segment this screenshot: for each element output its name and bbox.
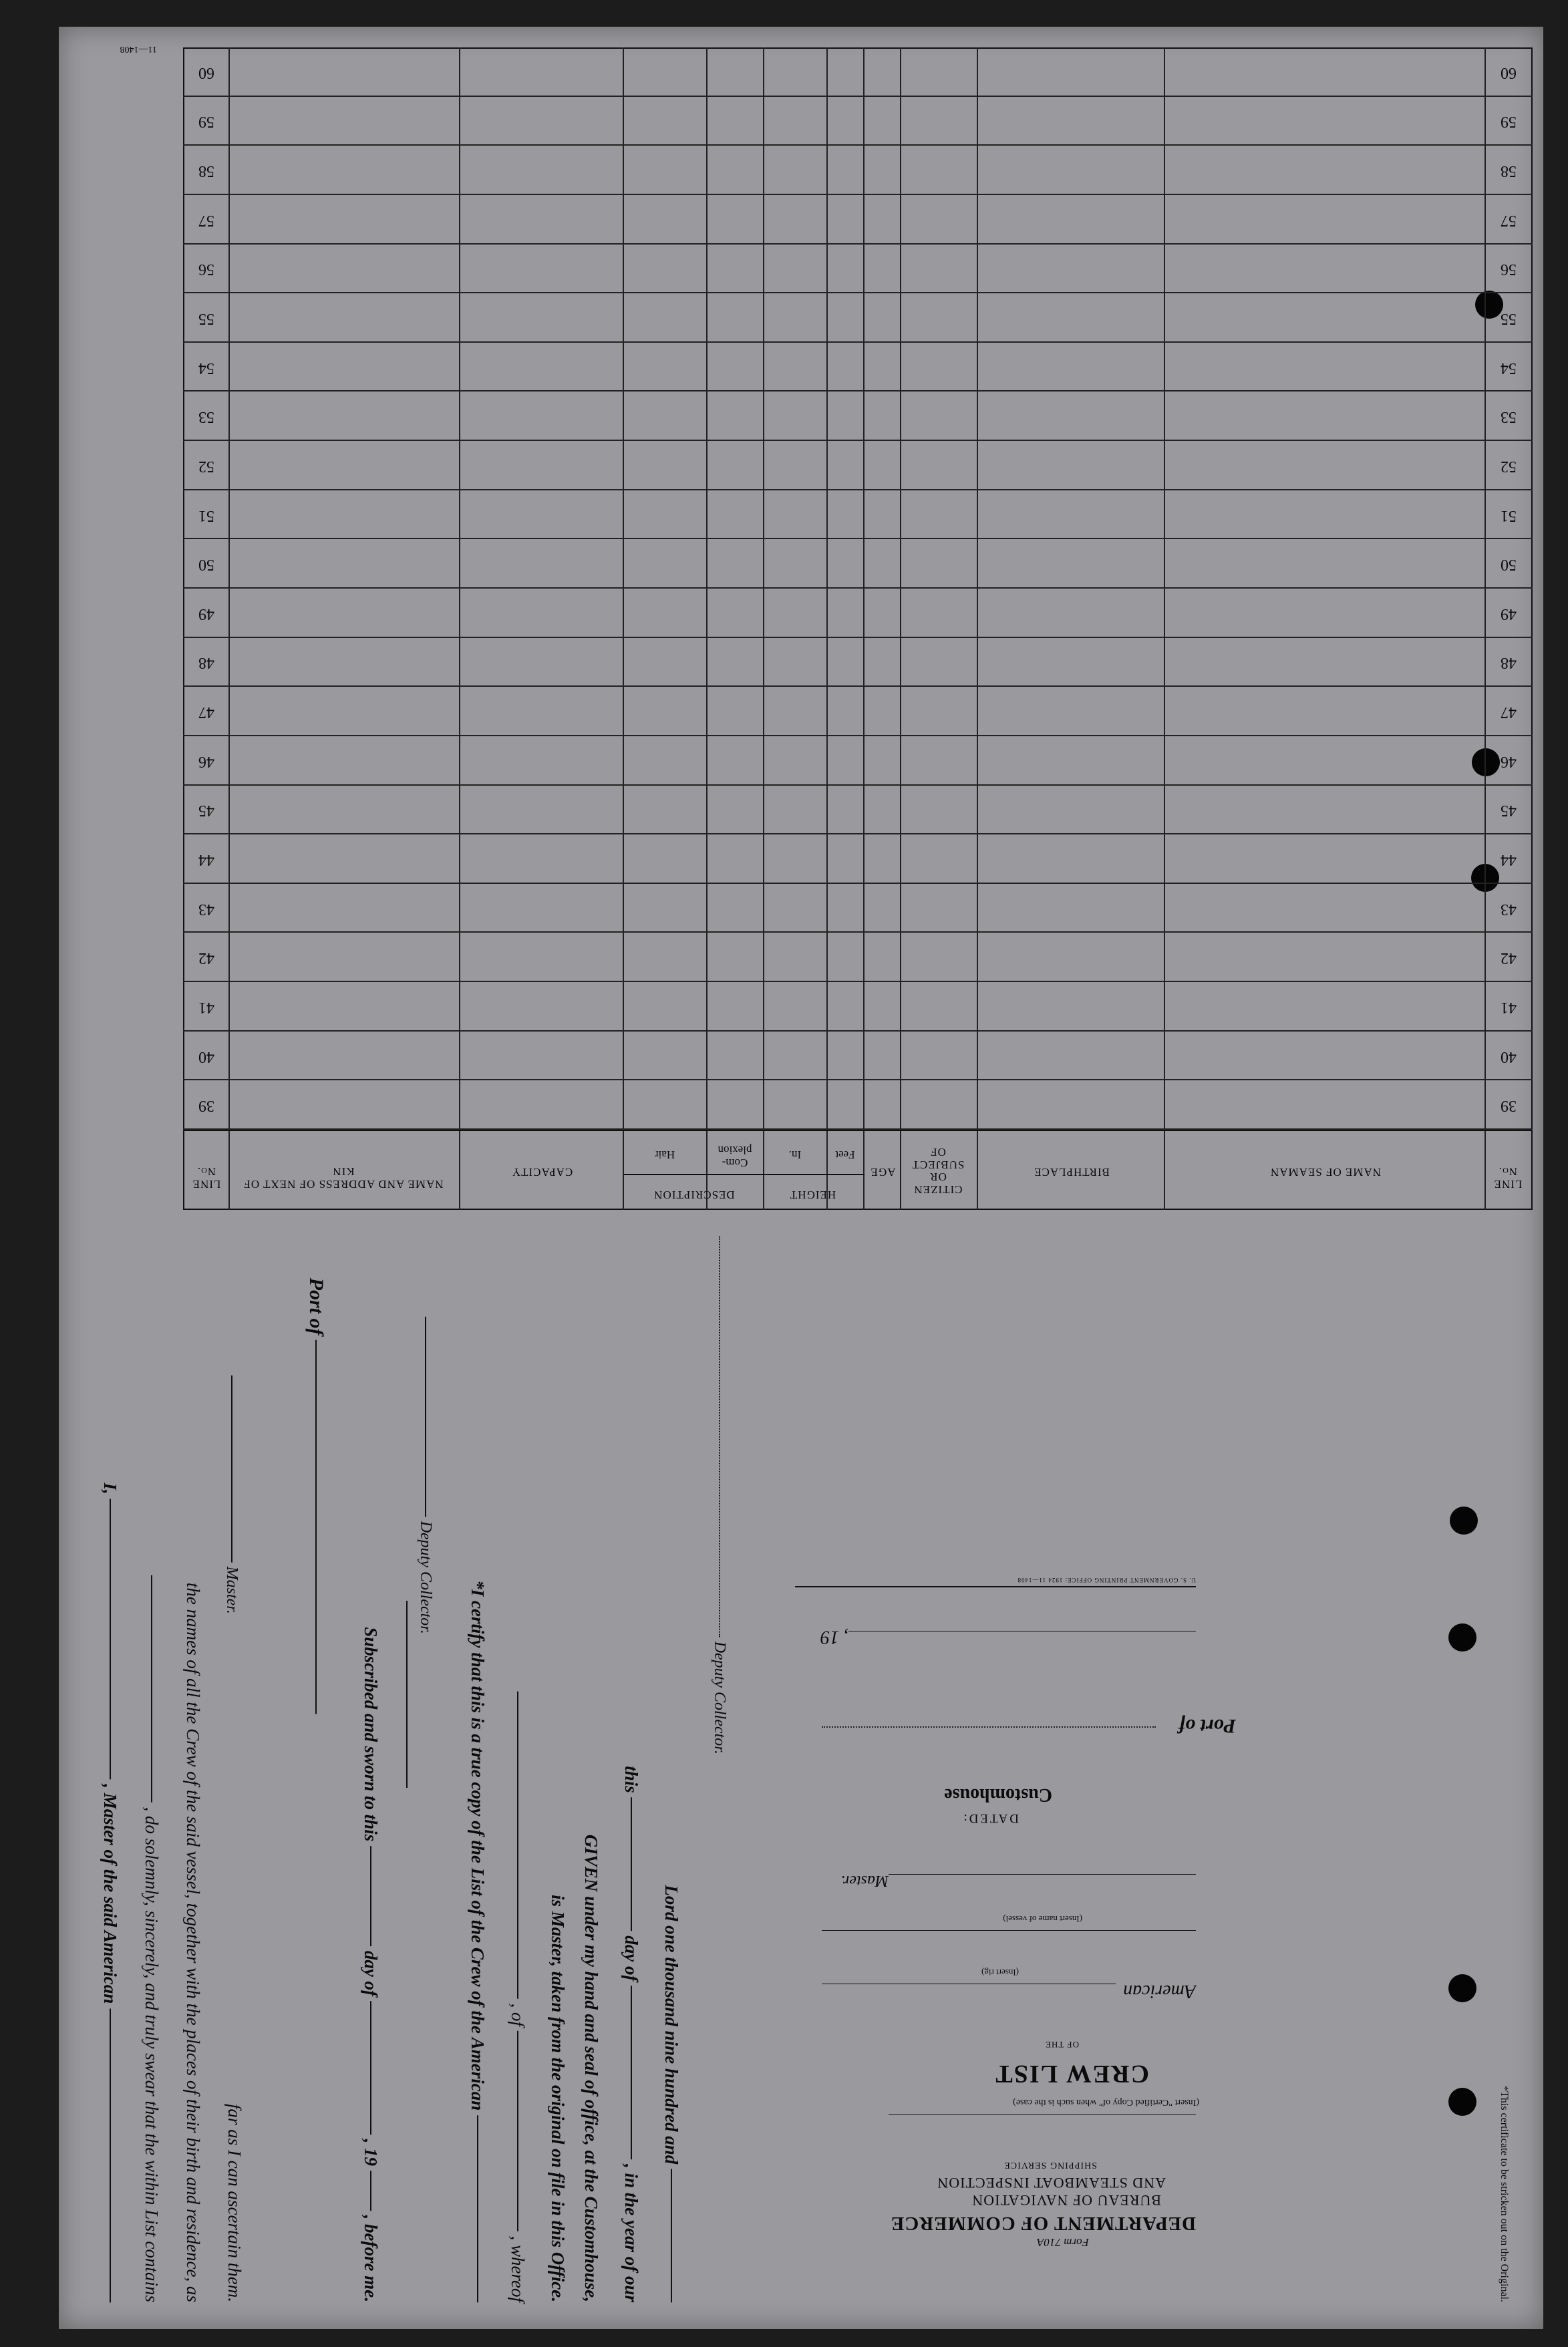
department: DEPARTMENT OF COMMERCE <box>890 2213 1196 2234</box>
table-row[interactable] <box>183 735 1533 786</box>
year-prefix: , 19 <box>820 1627 848 1648</box>
row-number-left: 56 <box>1501 261 1517 279</box>
cert-of-field[interactable] <box>517 2031 518 2231</box>
table-row[interactable] <box>183 833 1533 884</box>
row-number-right: 42 <box>198 949 214 967</box>
row-number-right: 52 <box>198 457 214 475</box>
row-number-right: 60 <box>198 63 214 82</box>
oath-block <box>87 1233 755 2302</box>
table-row[interactable] <box>183 981 1533 1032</box>
rotated-form-content <box>59 27 1543 2329</box>
cert-month-field[interactable] <box>631 1986 632 2159</box>
table-row[interactable] <box>183 96 1533 146</box>
header-inches: In. <box>788 1148 802 1161</box>
cert-line-1: *I certify that this is a true copy of the List of the Crew of the American <box>467 1580 488 2302</box>
row-number-left: 58 <box>1501 162 1517 180</box>
row-number-right: 50 <box>198 556 214 574</box>
certified-copy-note: (Insert "Certified Copy of" when such is the case) <box>1013 2097 1199 2107</box>
header-line-no: LINE No. <box>1493 1165 1523 1191</box>
row-number-right: 39 <box>198 1097 214 1115</box>
table-row[interactable] <box>183 685 1533 736</box>
header-name-of-seaman: NAME OF SEAMAN <box>1269 1166 1382 1179</box>
cert-deputy-signature-field[interactable] <box>719 1237 720 1637</box>
shipping-service: SHIPPING SERVICE <box>1003 2160 1097 2170</box>
row-number-left: 60 <box>1501 63 1517 82</box>
table-row[interactable] <box>183 883 1533 933</box>
bureau-line-2: AND STEAMBOAT INSPECTION <box>937 2175 1166 2191</box>
of-the: OF THE <box>1045 2040 1079 2050</box>
cert-line-6: Lord one thousand nine hundred and <box>661 1885 681 2302</box>
row-number-right: 46 <box>198 752 214 770</box>
row-number-left: 57 <box>1501 211 1517 229</box>
table-row[interactable] <box>183 1030 1533 1081</box>
oath-port-of: Port of <box>305 1278 327 1714</box>
insert-rig-note: (Insert rig) <box>981 1968 1019 1978</box>
row-number-right: 41 <box>198 998 214 1016</box>
oath-line-2: , do solemnly, sincerely, and truly swear that the within List contains <box>141 1575 162 2302</box>
master-signature-field[interactable] <box>231 1376 232 1563</box>
form-code-top: 11—1408 <box>120 44 157 54</box>
table-row[interactable] <box>183 292 1533 343</box>
row-number-left: 49 <box>1501 605 1517 623</box>
table-row[interactable] <box>183 144 1533 195</box>
port-of-field[interactable] <box>315 1340 317 1714</box>
printer-line: U. S. GOVERNMENT PRINTING OFFICE: 1924 11—1408 <box>1017 1577 1196 1583</box>
oath-name-field[interactable] <box>110 1499 111 1779</box>
header-hair: Hair <box>654 1148 675 1161</box>
row-number-right: 58 <box>198 162 214 180</box>
row-number-right: 56 <box>198 261 214 279</box>
row-number-left: 54 <box>1501 359 1517 377</box>
row-number-right: 40 <box>198 1048 214 1066</box>
table-row[interactable] <box>183 489 1533 540</box>
row-number-left: 41 <box>1501 998 1517 1016</box>
row-number-right: 51 <box>198 506 214 524</box>
oath-deputy-collector: Deputy Collector. <box>416 1317 434 1634</box>
oath-vessel-field[interactable] <box>110 2008 111 2302</box>
row-number-right: 43 <box>198 900 214 918</box>
row-number-left: 42 <box>1501 949 1517 967</box>
crew-table <box>183 47 1533 1210</box>
table-row[interactable] <box>183 440 1533 490</box>
row-number-right: 53 <box>198 408 214 426</box>
cert-name-field[interactable] <box>517 1692 518 1999</box>
row-number-right: 44 <box>198 851 214 869</box>
row-number-left: 53 <box>1501 408 1517 426</box>
row-number-right: 55 <box>198 310 214 327</box>
cover-panel <box>795 1233 1510 2302</box>
insert-vessel-note: (Insert name of vessel) <box>1003 1914 1082 1924</box>
table-row[interactable] <box>183 194 1533 245</box>
row-number-left: 51 <box>1501 506 1517 524</box>
row-number-right: 45 <box>198 802 214 820</box>
table-row[interactable] <box>183 46 1533 97</box>
header-age: AGE <box>870 1166 896 1179</box>
oath-blank-field[interactable] <box>151 1575 152 1803</box>
cert-deputy-collector: Deputy Collector. <box>710 1237 728 1754</box>
cert-line-4: GIVEN under my hand and seal of office, at the Customhouse, <box>581 1834 601 2302</box>
port-of-field[interactable] <box>822 1726 1156 1728</box>
header-description: DESCRIPTION <box>653 1189 735 1201</box>
form-sheet <box>59 27 1543 2329</box>
row-number-right: 57 <box>198 211 214 229</box>
cert-line-3: is Master, taken from the original on file in this Office. <box>548 1894 568 2302</box>
row-number-left: 59 <box>1501 113 1517 131</box>
deputy-signature-field[interactable] <box>425 1317 426 1517</box>
row-number-left: 50 <box>1501 556 1517 574</box>
header-height: HEIGHT <box>789 1189 836 1201</box>
port-of-label: Port of <box>1179 1715 1236 1737</box>
table-row[interactable] <box>183 931 1533 982</box>
table-row[interactable] <box>183 390 1533 441</box>
crew-list-title: CREW LIST <box>994 2060 1149 2088</box>
cert-vessel-field[interactable] <box>477 2115 478 2302</box>
table-row[interactable] <box>183 1079 1533 1130</box>
cert-year-field[interactable] <box>671 2169 672 2302</box>
table-row[interactable] <box>183 637 1533 687</box>
customhouse-label: Customhouse <box>944 1784 1052 1805</box>
row-number-left: 43 <box>1501 900 1517 918</box>
header-birthplace: BIRTHPLACE <box>1034 1166 1110 1179</box>
oath-master-signature: Master. <box>222 1376 241 1614</box>
cert-day-field[interactable] <box>631 1798 632 1931</box>
row-number-left: 40 <box>1501 1048 1517 1066</box>
oath-line-1: I, , Master of the said American <box>100 1482 120 2302</box>
row-number-right: 49 <box>198 605 214 623</box>
oath-line-4: far as I can ascertain them. <box>224 2104 245 2302</box>
bureau-line-1: BUREAU OF NAVIGATION <box>971 2192 1161 2209</box>
row-number-left: 47 <box>1501 703 1517 722</box>
subscribed-month-field[interactable] <box>370 2001 371 2135</box>
row-number-right: 59 <box>198 113 214 131</box>
dated-label: DATED: <box>961 1811 1019 1825</box>
table-row[interactable] <box>183 784 1533 835</box>
row-number-right: 48 <box>198 654 214 672</box>
row-number-left: 39 <box>1501 1097 1517 1115</box>
row-number-left: 55 <box>1501 310 1517 327</box>
form-number: Form 710A <box>1037 2236 1089 2249</box>
subscribed-year-field[interactable] <box>370 2171 371 2211</box>
header-capacity: CAPACITY <box>511 1166 573 1179</box>
row-number-left: 44 <box>1501 851 1517 869</box>
cert-line-2: , of , whereof <box>507 1692 528 2302</box>
table-row[interactable] <box>183 538 1533 589</box>
header-citizen: CITIZEN OR SUBJECT OF <box>911 1145 965 1196</box>
row-number-left: 46 <box>1501 752 1517 770</box>
oath-line-3: the names of all the Crew of the said vessel, together with the places of their birth and residence, as <box>183 1582 203 2302</box>
master-label: Master. <box>840 1872 889 1889</box>
row-number-left: 48 <box>1501 654 1517 672</box>
cert-line-5: this day of , in the year of our <box>621 1766 641 2302</box>
oath-subscribed-line: Subscribed and sworn to this day of , 19 , before me. <box>361 1627 381 2302</box>
footnote: *This certificate to be stricken out on the Original. <box>1499 2086 1510 2302</box>
table-row[interactable] <box>183 587 1533 638</box>
table-row[interactable] <box>183 243 1533 294</box>
american-label: American <box>1123 1981 1196 2002</box>
row-number-left: 45 <box>1501 802 1517 820</box>
header-line-no-right: LINE No. <box>192 1165 221 1191</box>
header-feet: Feet <box>835 1148 855 1161</box>
row-number-left: 52 <box>1501 457 1517 475</box>
subscribed-day-field[interactable] <box>370 1846 371 1946</box>
header-next-of-kin: NAME AND ADDRESS OF NEXT OF KIN <box>243 1165 444 1191</box>
table-row[interactable] <box>183 341 1533 392</box>
row-number-right: 47 <box>198 703 214 722</box>
header-complexion: Com- plexion <box>718 1144 752 1169</box>
row-number-right: 54 <box>198 359 214 377</box>
